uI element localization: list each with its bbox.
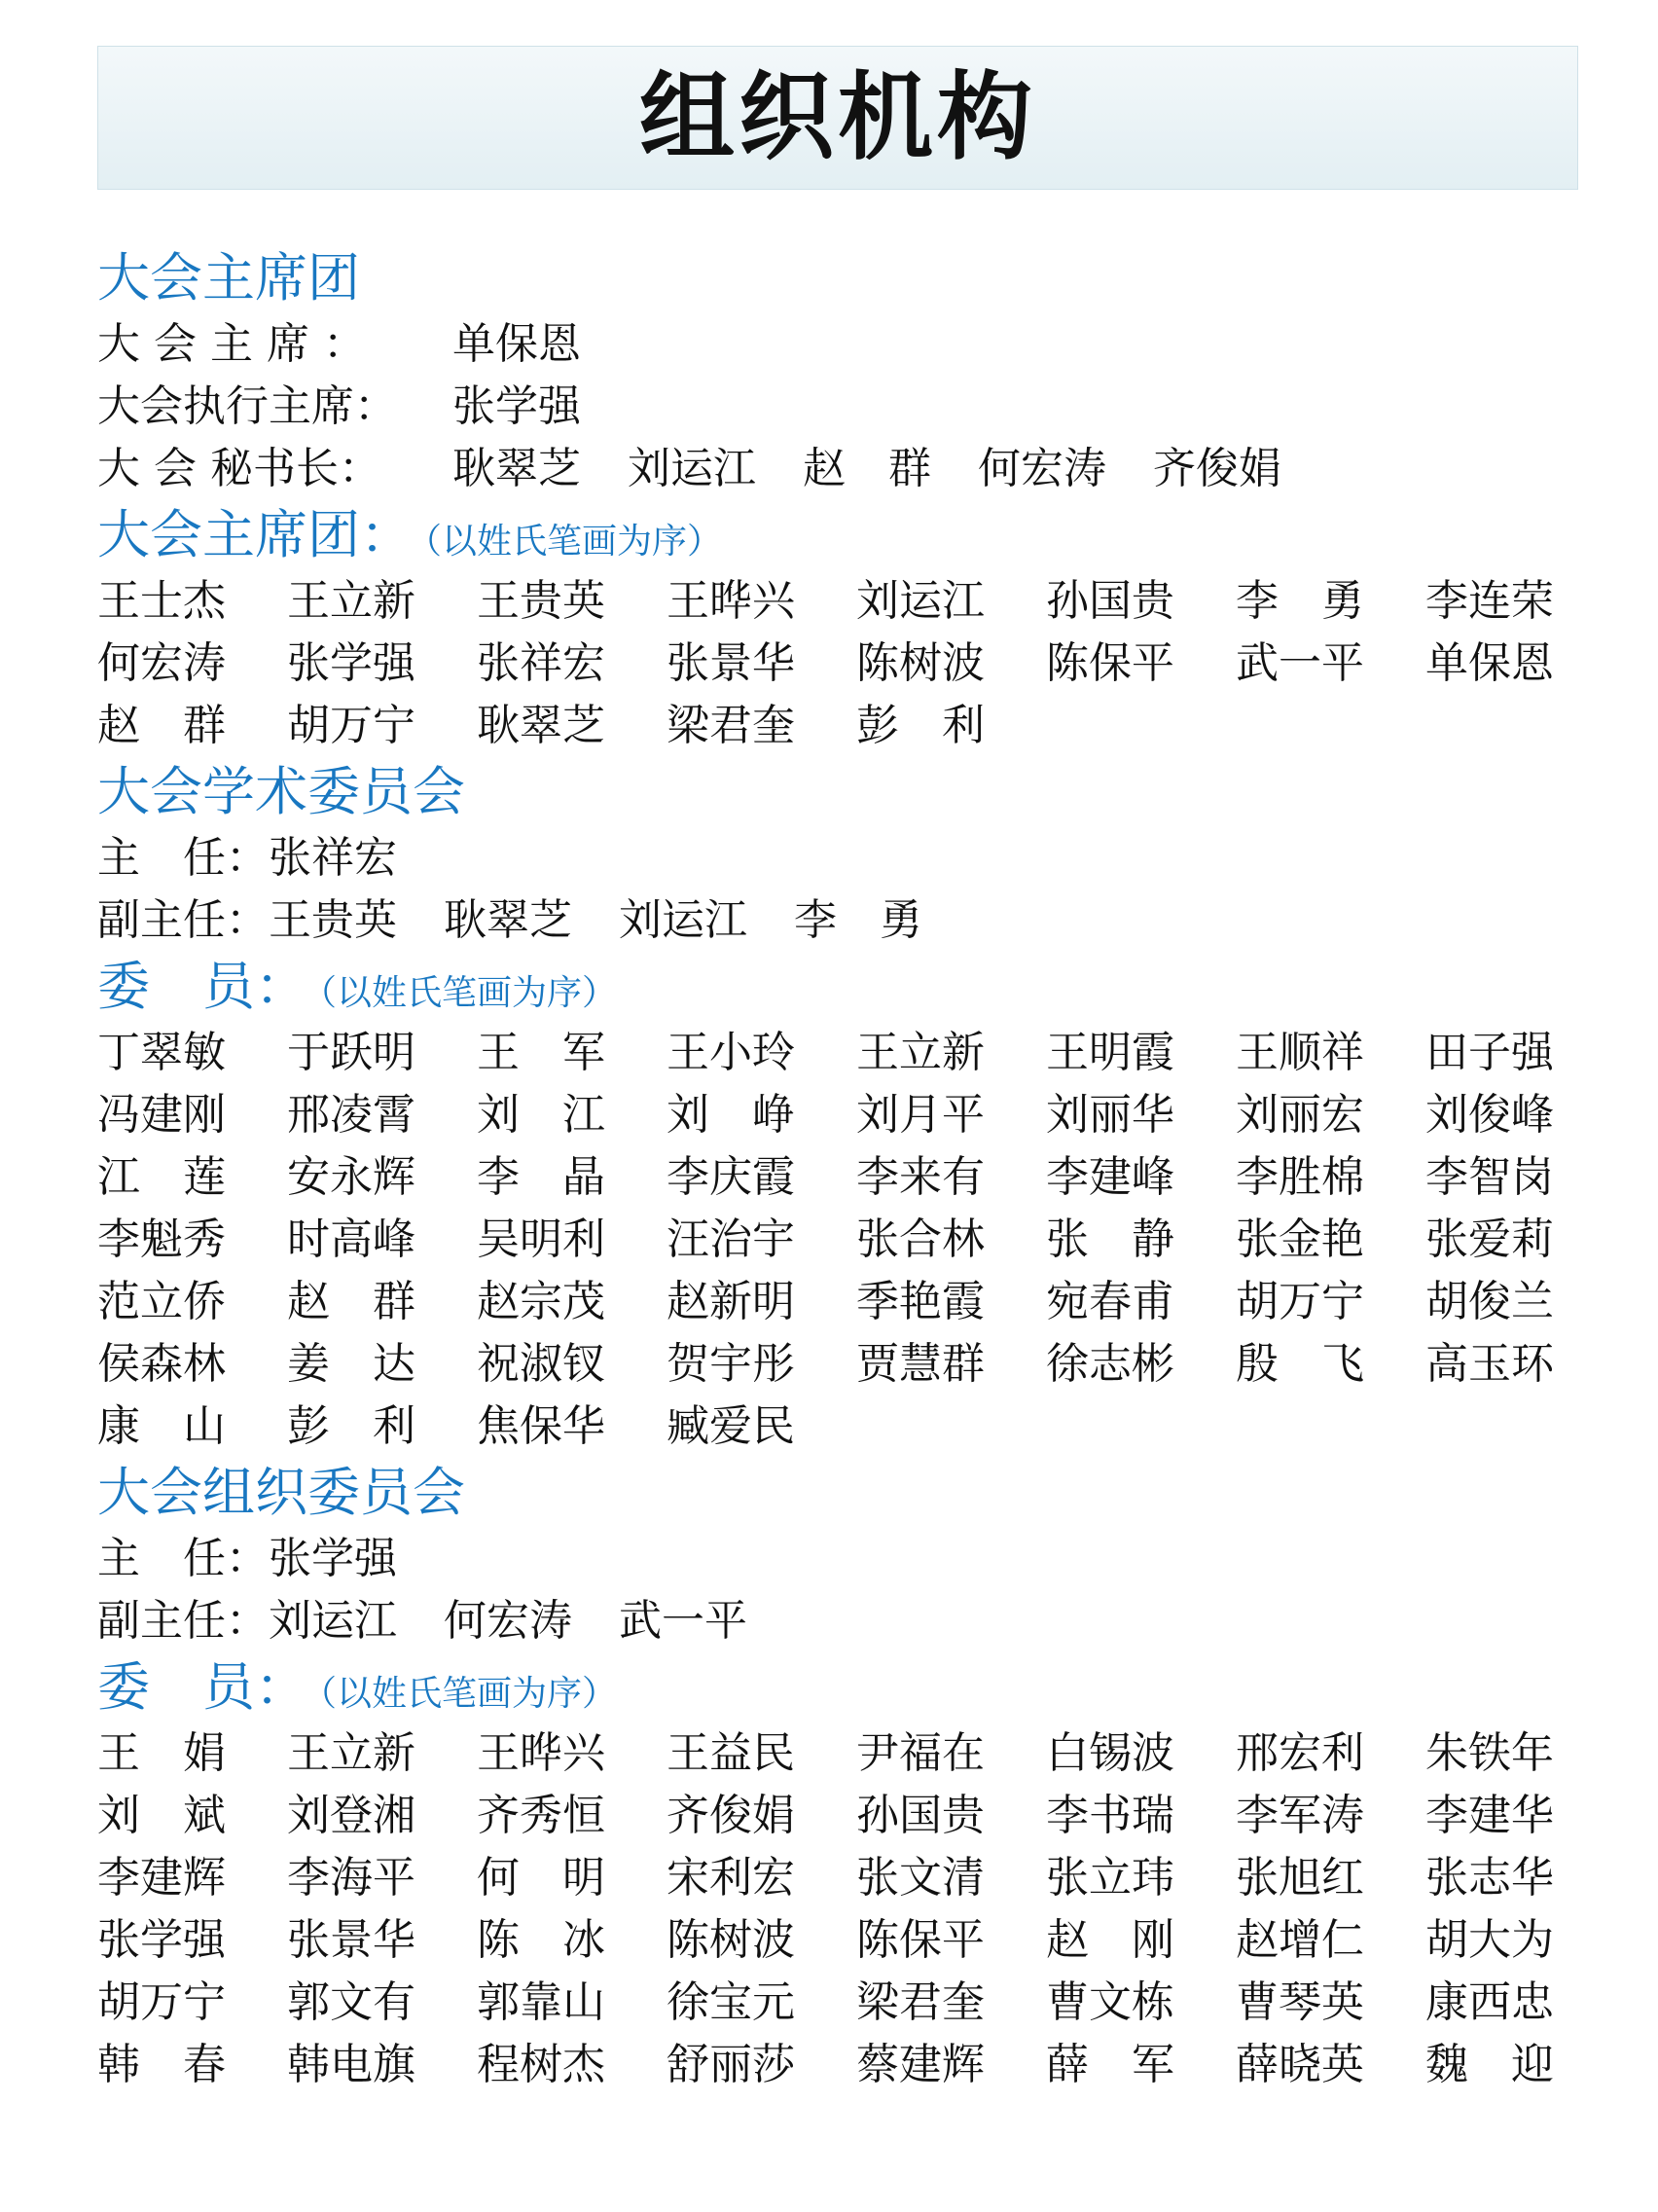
document-body [97,243,1596,2096]
presidium-member-list [97,570,1596,757]
member-name: 焦保华 [477,1401,605,1451]
member-name: 王明霞 [1046,1028,1174,1077]
academic-members-note: （以姓氏笔画为序） [319,973,618,1013]
member-name: 于跃明 [287,1028,415,1077]
member-name: 陈树波 [856,638,985,688]
member-name: 张景华 [667,638,795,688]
member-name: 江 莲 [97,1152,226,1202]
member-name: 李庆霞 [667,1152,795,1202]
academic-members-title: 委 员： [97,956,307,1017]
member-name: 王益民 [667,1728,795,1778]
member-name: 胡万宁 [1236,1277,1364,1326]
member-name: 李胜棉 [1236,1152,1364,1202]
member-name: 胡万宁 [287,701,415,750]
organizing-director-line [97,1528,1596,1590]
member-name: 张爱莉 [1425,1215,1554,1264]
member-name: 齐俊娟 [667,1791,795,1840]
deputy-name: 耿翠芝 [444,895,572,945]
member-name: 彭 利 [287,1401,415,1451]
member-name: 侯森林 [97,1339,226,1389]
member-name: 蔡建辉 [856,2040,985,2089]
member-name: 时高峰 [287,1215,415,1264]
member-name: 陈 冰 [477,1915,605,1965]
member-name: 单保恩 [1425,638,1554,688]
member-name: 王晔兴 [477,1728,605,1778]
member-name: 吴明利 [477,1215,605,1264]
academic-members-heading [97,952,1596,1022]
person-name: 单保恩 [452,319,581,369]
presidium-rows [97,313,1596,500]
person-name: 赵 群 [803,444,931,493]
member-name: 张志华 [1425,1853,1554,1903]
member-name: 王立新 [287,1728,415,1778]
member-name: 何宏涛 [97,638,226,688]
member-name: 王顺祥 [1236,1028,1364,1077]
person-name: 刘运江 [628,444,756,493]
deputy-name: 何宏涛 [444,1596,572,1646]
member-name: 赵新明 [667,1277,795,1326]
academic-director-label: 主 任： [97,833,269,883]
member-name: 李 晶 [477,1152,605,1202]
person-name: 张学强 [452,381,581,431]
organizing-members-note: （以姓氏笔画为序） [319,1674,618,1714]
member-name: 臧爱民 [667,1401,795,1451]
member-name: 赵 刚 [1046,1915,1174,1965]
presidium-row [97,313,1596,376]
member-name: 安永辉 [287,1152,415,1202]
academic-deputy-label: 副主任： [97,895,269,945]
deputy-name: 刘运江 [619,895,747,945]
member-name: 王晔兴 [667,576,795,626]
member-name: 张景华 [287,1915,415,1965]
member-name: 耿翠芝 [477,701,605,750]
presidium-members-note: （以姓氏笔画为序） [424,522,723,562]
member-name: 薛 军 [1046,2040,1174,2089]
member-name: 汪治宇 [667,1215,795,1264]
member-name: 张学强 [287,638,415,688]
organizing-members-title: 委 员： [97,1656,307,1718]
member-name: 孙国贵 [1046,576,1174,626]
presidium-row [97,438,1596,500]
member-name: 赵增仁 [1236,1915,1364,1965]
member-name: 王小玲 [667,1028,795,1077]
member-name: 张旭红 [1236,1853,1364,1903]
member-name: 徐志彬 [1046,1339,1174,1389]
member-name: 姜 达 [287,1339,415,1389]
member-name: 曹琴英 [1236,1977,1364,2027]
organizing-member-list [97,1722,1596,2096]
member-name: 舒丽莎 [667,2040,795,2089]
member-name: 尹福在 [856,1728,985,1778]
member-name: 徐宝元 [667,1977,795,2027]
academic-deputy-line [97,889,1596,952]
member-name: 陈保平 [856,1915,985,1965]
member-name: 王立新 [856,1028,985,1077]
member-name: 刘丽宏 [1236,1090,1364,1140]
member-name: 朱铁年 [1425,1728,1554,1778]
person-name: 耿翠芝 [452,444,581,493]
member-name: 赵 群 [97,701,226,750]
presidium-row [97,376,1596,438]
member-name: 李连荣 [1425,576,1554,626]
member-name: 李军涛 [1236,1791,1364,1840]
member-name: 宛春甫 [1046,1277,1174,1326]
member-name: 陈保平 [1046,638,1174,688]
deputy-name: 武一平 [619,1596,747,1646]
deputy-name: 刘运江 [269,1596,397,1646]
member-name: 李 勇 [1236,576,1364,626]
member-name: 郭靠山 [477,1977,605,2027]
organizing-deputy-line [97,1590,1596,1652]
member-name: 赵宗茂 [477,1277,605,1326]
member-name: 齐秀恒 [477,1791,605,1840]
member-name: 殷 飞 [1236,1339,1364,1389]
member-name: 彭 利 [856,701,985,750]
organizing-director-name: 张学强 [269,1534,397,1583]
member-name: 刘月平 [856,1090,985,1140]
member-name: 韩电旗 [287,2040,415,2089]
organizing-members-heading [97,1652,1596,1722]
person-name: 何宏涛 [978,444,1106,493]
member-name: 张立玮 [1046,1853,1174,1903]
member-name: 宋利宏 [667,1853,795,1903]
member-name: 胡万宁 [97,1977,226,2027]
member-name: 曹文栋 [1046,1977,1174,2027]
organizing-director-label: 主 任： [97,1534,269,1583]
member-name: 张合林 [856,1215,985,1264]
member-name: 邢宏利 [1236,1728,1364,1778]
person-name: 齐俊娟 [1153,444,1281,493]
academic-director-name: 张祥宏 [269,833,397,883]
presidium-row-label: 大会执行主席： [97,381,397,431]
presidium-row-label: 大 会 主 席 ： [97,319,366,369]
presidium-heading: 大会主席团 [97,247,360,308]
member-name: 陈树波 [667,1915,795,1965]
member-name: 祝淑钗 [477,1339,605,1389]
member-name: 张金艳 [1236,1215,1364,1264]
member-name: 何 明 [477,1853,605,1903]
member-name: 刘丽华 [1046,1090,1174,1140]
member-name: 王士杰 [97,576,226,626]
member-name: 胡大为 [1425,1915,1554,1965]
member-name: 贺宇彤 [667,1339,795,1389]
member-name: 梁君奎 [667,701,795,750]
member-name: 高玉环 [1425,1339,1554,1389]
member-name: 李建辉 [97,1853,226,1903]
member-name: 康西忠 [1425,1977,1554,2027]
title-banner [97,46,1578,190]
member-name: 刘运江 [856,576,985,626]
academic-member-list [97,1022,1596,1458]
member-name: 李书瑞 [1046,1791,1174,1840]
member-name: 孙国贵 [856,1791,985,1840]
presidium-members-title: 大会主席团： [97,504,413,565]
member-name: 韩 春 [97,2040,226,2089]
member-name: 康 山 [97,1401,226,1451]
presidium-row-label: 大 会 秘书长： [97,444,381,493]
member-name: 梁君奎 [856,1977,985,2027]
member-name: 邢凌霄 [287,1090,415,1140]
member-name: 王贵英 [477,576,605,626]
member-name: 张文清 [856,1853,985,1903]
deputy-name: 王贵英 [269,895,397,945]
member-name: 季艳霞 [856,1277,985,1326]
member-name: 王立新 [287,576,415,626]
member-name: 丁翠敏 [97,1028,226,1077]
member-name: 刘 峥 [667,1090,795,1140]
member-name: 李建峰 [1046,1152,1174,1202]
member-name: 李智岗 [1425,1152,1554,1202]
member-name: 李海平 [287,1853,415,1903]
presidium-members-heading [97,500,1596,570]
member-name: 王 军 [477,1028,605,1077]
member-name: 刘俊峰 [1425,1090,1554,1140]
member-name: 郭文有 [287,1977,415,2027]
member-name: 刘 江 [477,1090,605,1140]
member-name: 武一平 [1236,638,1364,688]
member-name: 贾慧群 [856,1339,985,1389]
organizing-committee-heading: 大会组织委员会 [97,1462,465,1523]
member-name: 胡俊兰 [1425,1277,1554,1326]
member-name: 李建华 [1425,1791,1554,1840]
member-name: 张学强 [97,1915,226,1965]
member-name: 魏 迎 [1425,2040,1554,2089]
member-name: 李魁秀 [97,1215,226,1264]
member-name: 刘 斌 [97,1791,226,1840]
deputy-name: 李 勇 [794,895,922,945]
member-name: 赵 群 [287,1277,415,1326]
member-name: 程树杰 [477,2040,605,2089]
member-name: 薛晓英 [1236,2040,1364,2089]
member-name: 张祥宏 [477,638,605,688]
member-name: 李来有 [856,1152,985,1202]
member-name: 田子强 [1425,1028,1554,1077]
member-name: 冯建刚 [97,1090,226,1140]
member-name: 王 娟 [97,1728,226,1778]
member-name: 刘登湘 [287,1791,415,1840]
member-name: 白锡波 [1046,1728,1174,1778]
organizing-deputy-label: 副主任： [97,1596,269,1646]
member-name: 范立侨 [97,1277,226,1326]
academic-committee-heading: 大会学术委员会 [97,761,465,822]
member-name: 张 静 [1046,1215,1174,1264]
academic-director-line [97,827,1596,889]
page-title: 组织机构 [638,62,1036,173]
